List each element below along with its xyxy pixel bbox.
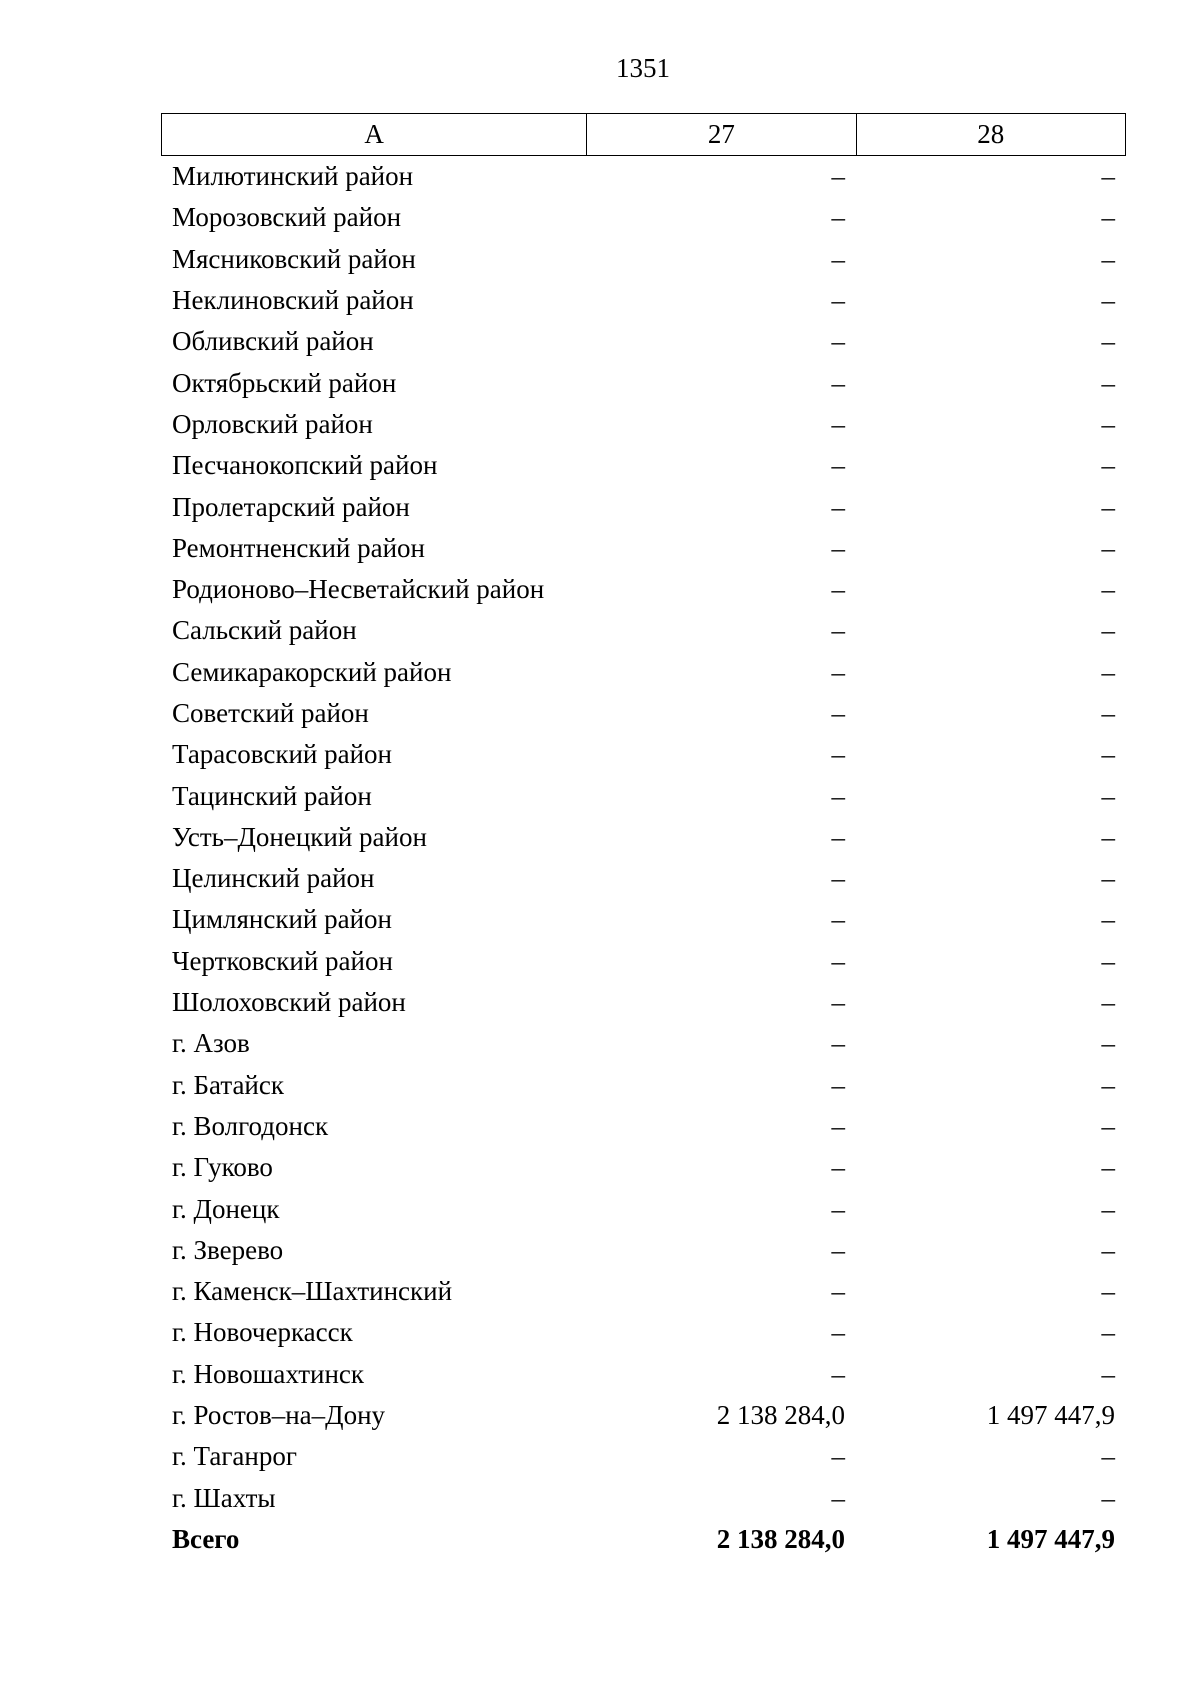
row-value-28: – [1101,1441,1115,1472]
row-name: Сальский район [172,615,357,646]
row-value-28: – [1101,1276,1115,1307]
row-value-27: – [831,1110,845,1141]
row-value-28: – [1101,1069,1115,1100]
row-value-28: – [1101,780,1115,811]
row-name: г. Азов [172,1028,250,1059]
total-value-27: 2 138 284,0 [716,1523,845,1554]
row-value-27: – [831,367,845,398]
row-value-28: – [1101,739,1115,770]
table-row [161,941,1126,982]
row-value-28: – [1101,202,1115,233]
row-name: Семикаракорский район [172,656,452,687]
row-value-27: – [831,532,845,563]
table-row [161,1354,1126,1395]
table-row [161,362,1126,403]
header-cell-a: А [364,119,384,149]
row-value-27: – [831,656,845,687]
table-row [161,982,1126,1023]
row-value-28: – [1101,698,1115,728]
row-value-28: – [1101,863,1115,894]
row-value-28: – [1101,821,1115,852]
table-header-row [161,113,1126,156]
row-value-27: – [831,243,845,274]
header-cell-27: 27 [586,114,855,155]
page-number: 1351 [616,53,670,83]
row-value-27: – [831,945,845,976]
table-row [161,321,1126,362]
row-name: г. Таганрог [172,1441,297,1472]
table-row [161,1312,1126,1353]
table-row [161,1395,1126,1436]
row-value-28: – [1101,243,1115,274]
row-value-28: – [1101,532,1115,563]
row-value-28: – [1101,656,1115,687]
row-value-28: – [1101,1028,1115,1059]
row-name: г. Батайск [172,1069,284,1100]
row-value-28: – [1101,574,1115,605]
row-name: г. Гуково [172,1152,273,1183]
row-value-28: – [1101,1110,1115,1141]
row-value-27: – [831,904,845,935]
row-value-28: – [1101,367,1115,398]
row-name: Ремонтненский район [172,532,425,563]
row-name: Пролетарский район [172,491,410,522]
row-value-28: 1 497 447,9 [986,1400,1115,1431]
row-name: Милютинский район [172,161,414,192]
row-value-28: – [1101,1482,1115,1513]
row-value-27: – [831,615,845,646]
row-name: Морозовский район [172,202,402,233]
table-row [161,1147,1126,1188]
total-value-28: 1 497 447,9 [986,1523,1115,1554]
row-value-28: – [1101,491,1115,522]
row-value-27: – [831,1028,845,1059]
row-value-28: – [1101,1317,1115,1348]
table-row [161,1106,1126,1147]
row-name: г. Шахты [172,1482,276,1513]
row-name: г. Новочеркасск [172,1317,353,1348]
row-name: Песчанокопский район [172,450,438,481]
row-value-27: – [831,1317,845,1348]
table-row [161,1188,1126,1229]
row-value-28: – [1101,450,1115,481]
total-label: Всего [172,1523,240,1554]
table-row [161,858,1126,899]
data-table [161,113,1126,1560]
row-name: г. Новошахтинск [172,1358,364,1389]
table-row [161,528,1126,569]
table-row [161,569,1126,610]
table-row [161,404,1126,445]
row-value-28: – [1101,987,1115,1018]
table-row [161,652,1126,693]
row-value-28: – [1101,615,1115,646]
row-name: Тарасовский район [172,739,392,770]
row-name: г. Каменск–Шахтинский [172,1276,453,1307]
row-value-27: – [831,574,845,605]
table-row [161,1065,1126,1106]
row-value-27: – [831,1069,845,1100]
row-value-27: – [831,491,845,522]
row-name: Неклиновский район [172,285,414,316]
row-value-28: – [1101,161,1115,192]
row-value-27: – [831,1193,845,1224]
row-value-28: – [1101,1152,1115,1183]
row-name: г. Волгодонск [172,1110,329,1141]
row-value-27: – [831,161,845,192]
table-row [161,1478,1126,1519]
row-value-27: – [831,202,845,233]
table-row [161,1271,1126,1312]
row-name: Родионово–Несветайский район [172,574,545,605]
row-value-27: – [831,821,845,852]
row-name: Чертковский район [172,945,393,976]
row-value-28: – [1101,1193,1115,1224]
row-value-27: 2 138 284,0 [716,1400,845,1431]
table-row [161,775,1126,816]
row-value-27: – [831,408,845,439]
table-body [161,156,1126,1560]
row-value-27: – [831,1441,845,1472]
row-value-27: – [831,1358,845,1389]
row-value-28: – [1101,904,1115,935]
row-value-28: – [1101,408,1115,439]
table-row [161,1230,1126,1271]
row-name: Обливский район [172,326,374,357]
row-value-27: – [831,1152,845,1183]
row-name: г. Ростов–на–Дону [172,1400,386,1431]
table-row [161,1436,1126,1477]
row-name: Тацинский район [172,780,372,811]
row-value-27: – [831,987,845,1018]
header-cell-28: 28 [856,114,1125,155]
row-name: г. Зверево [172,1234,284,1265]
row-name: Мясниковский район [172,243,416,274]
table-row [161,239,1126,280]
row-value-27: – [831,1234,845,1265]
row-name: Усть–Донецкий район [172,821,427,852]
row-value-27: – [831,450,845,481]
row-value-27: – [831,326,845,357]
row-value-27: – [831,780,845,811]
table-row [161,734,1126,775]
table-row [161,486,1126,527]
row-name: Целинский район [172,863,375,894]
row-value-27: – [831,863,845,894]
table-row [161,156,1126,197]
row-value-28: – [1101,1234,1115,1265]
row-name: Шолоховский район [172,987,406,1018]
row-value-27: – [831,1482,845,1513]
row-value-27: – [831,285,845,316]
row-name: Советский район [172,698,369,728]
table-row [161,817,1126,858]
row-value-28: – [1101,1358,1115,1389]
row-value-28: – [1101,945,1115,976]
table-row [161,899,1126,940]
row-value-27: – [831,698,845,728]
table-row [161,445,1126,486]
row-value-28: – [1101,326,1115,357]
row-name: Орловский район [172,408,373,439]
table-row [161,280,1126,321]
row-value-27: – [831,739,845,770]
row-value-27: – [831,1276,845,1307]
row-value-28: – [1101,285,1115,316]
row-name: г. Донецк [172,1193,280,1224]
table-row [161,610,1126,651]
row-name: Октябрьский район [172,367,397,398]
total-row [161,1519,1126,1560]
row-name: Цимлянский район [172,904,393,935]
table-row [161,1023,1126,1064]
table-row [161,197,1126,238]
table-row [161,693,1126,734]
